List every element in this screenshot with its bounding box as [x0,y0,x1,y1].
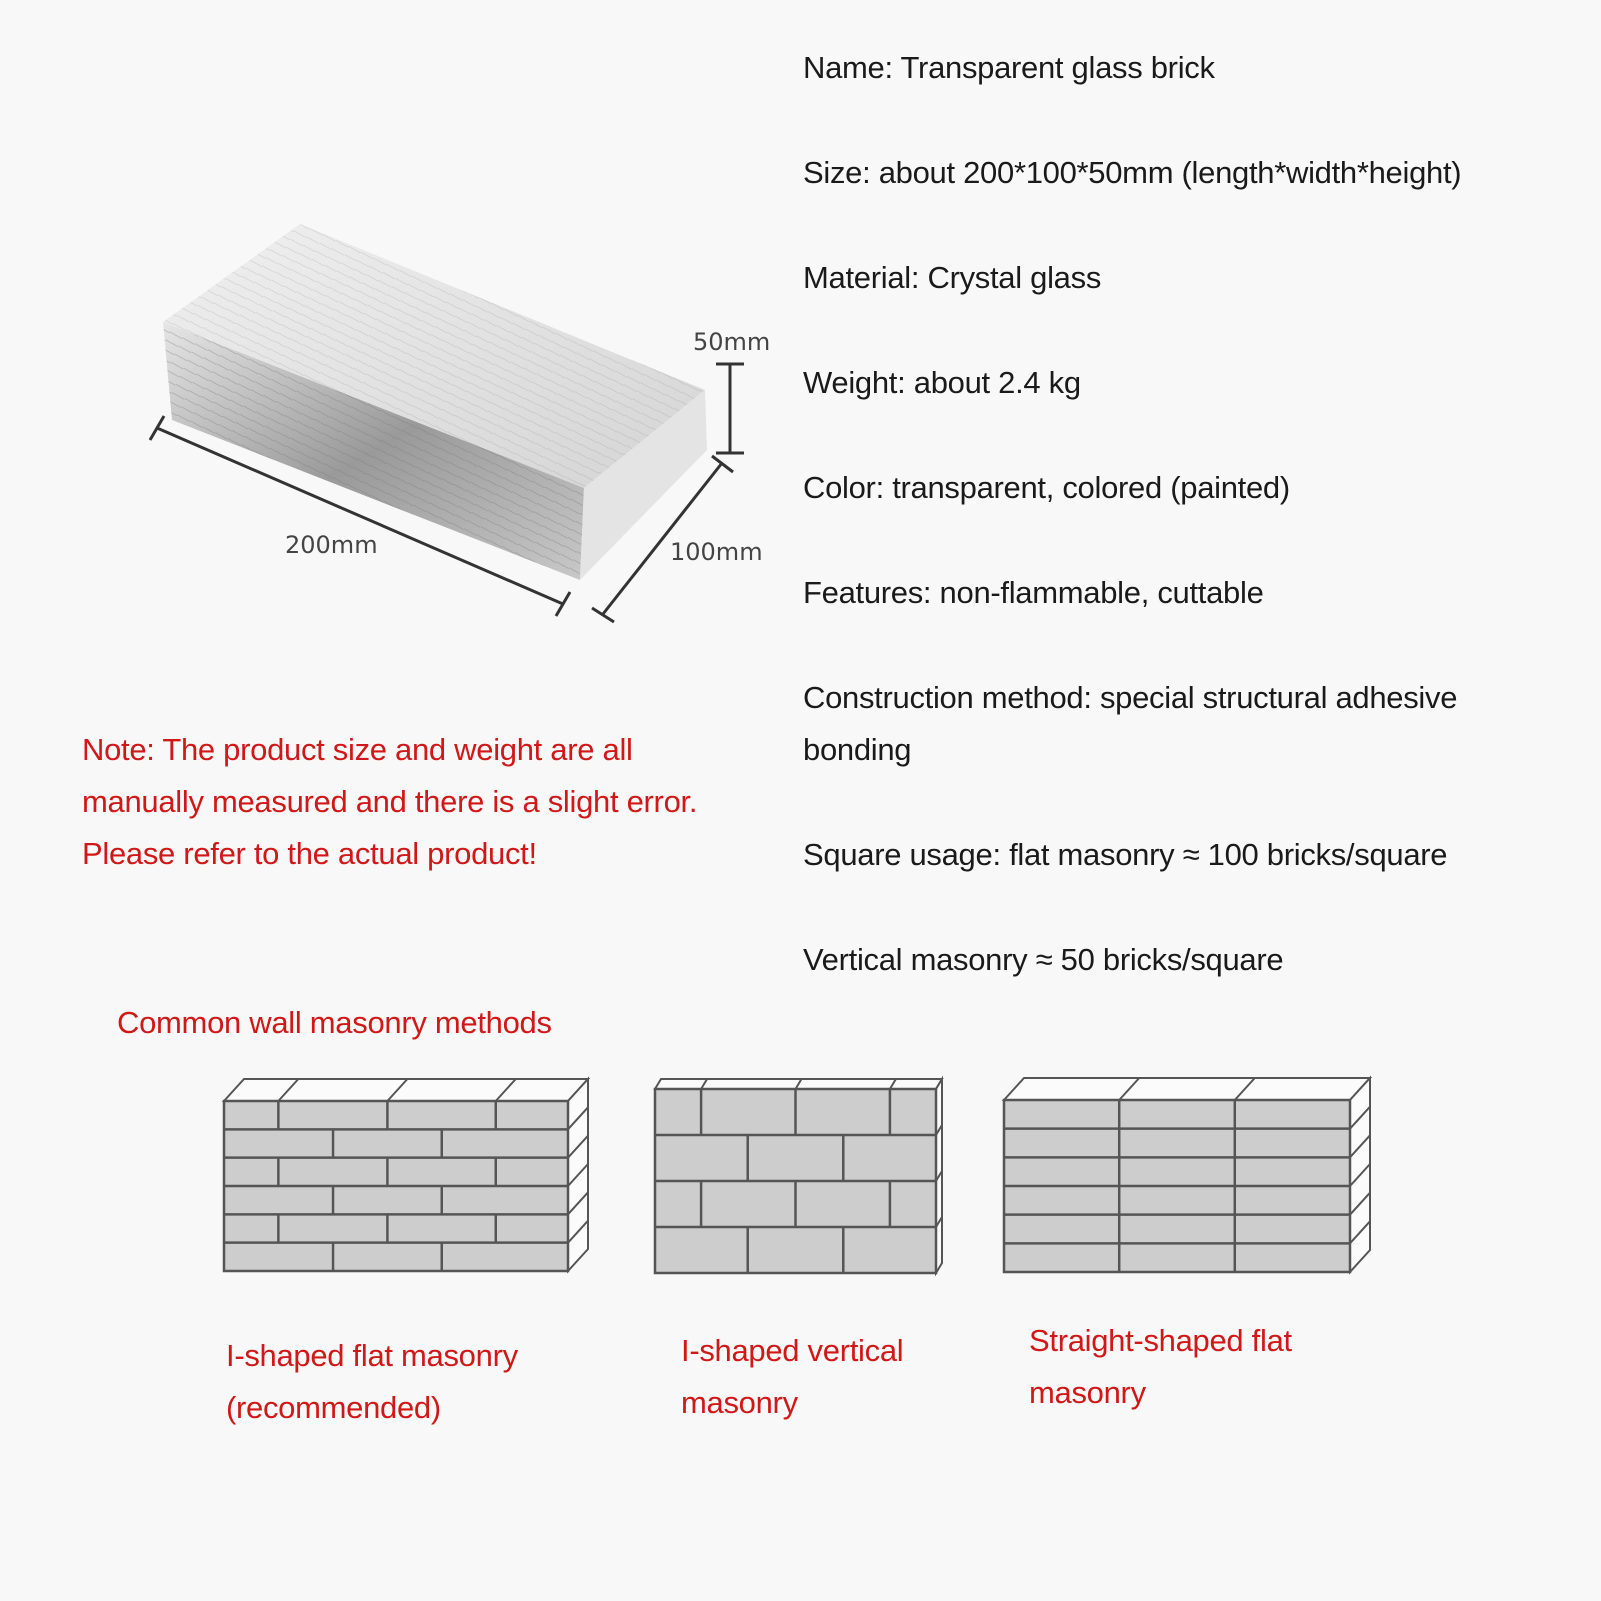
height-label: 50mm [693,328,771,356]
note-line2: manually measured and there is a slight error. [82,784,698,819]
caption-line1: Straight-shaped flat [1029,1323,1292,1358]
wall-straight-flat [1004,1078,1370,1272]
caption-line2: masonry [681,1385,798,1420]
length-label: 200mm [285,531,378,559]
spec-construction-line1: Construction method: special structural adhesive [803,680,1458,715]
spec-size: Size: about 200*100*50mm (length*width*height) [803,155,1462,190]
width-label: 100mm [670,538,763,566]
note-line1: Note: The product size and weight are all [82,732,633,767]
spec-material: Material: Crystal glass [803,260,1102,295]
masonry-methods-title: Common wall masonry methods [117,1005,552,1040]
caption-i-shaped-flat [226,1330,518,1434]
caption-straight-flat [1029,1315,1292,1419]
caption-line2: (recommended) [226,1390,441,1425]
wall-top-face [224,1079,588,1101]
note-line3: Please refer to the actual product! [82,836,537,871]
spec-weight: Weight: about 2.4 kg [803,365,1081,400]
spec-name: Name: Transparent glass brick [803,50,1215,85]
caption-i-shaped-vertical [681,1325,903,1429]
spec-features: Features: non-flammable, cuttable [803,575,1264,610]
caption-line1: I-shaped vertical [681,1333,904,1368]
wall-top-face [1004,1078,1370,1100]
spec-color: Color: transparent, colored (painted) [803,470,1290,505]
caption-line2: masonry [1029,1375,1146,1410]
caption-line1: I-shaped flat masonry [226,1338,518,1373]
spec-vertical-masonry: Vertical masonry ≈ 50 bricks/square [803,942,1284,977]
spec-square-usage: Square usage: flat masonry ≈ 100 bricks/square [803,837,1448,872]
spec-construction-line2: bonding [803,732,912,767]
wall-i-shaped-flat [224,1079,588,1271]
wall-i-shaped-vertical [655,1079,942,1273]
